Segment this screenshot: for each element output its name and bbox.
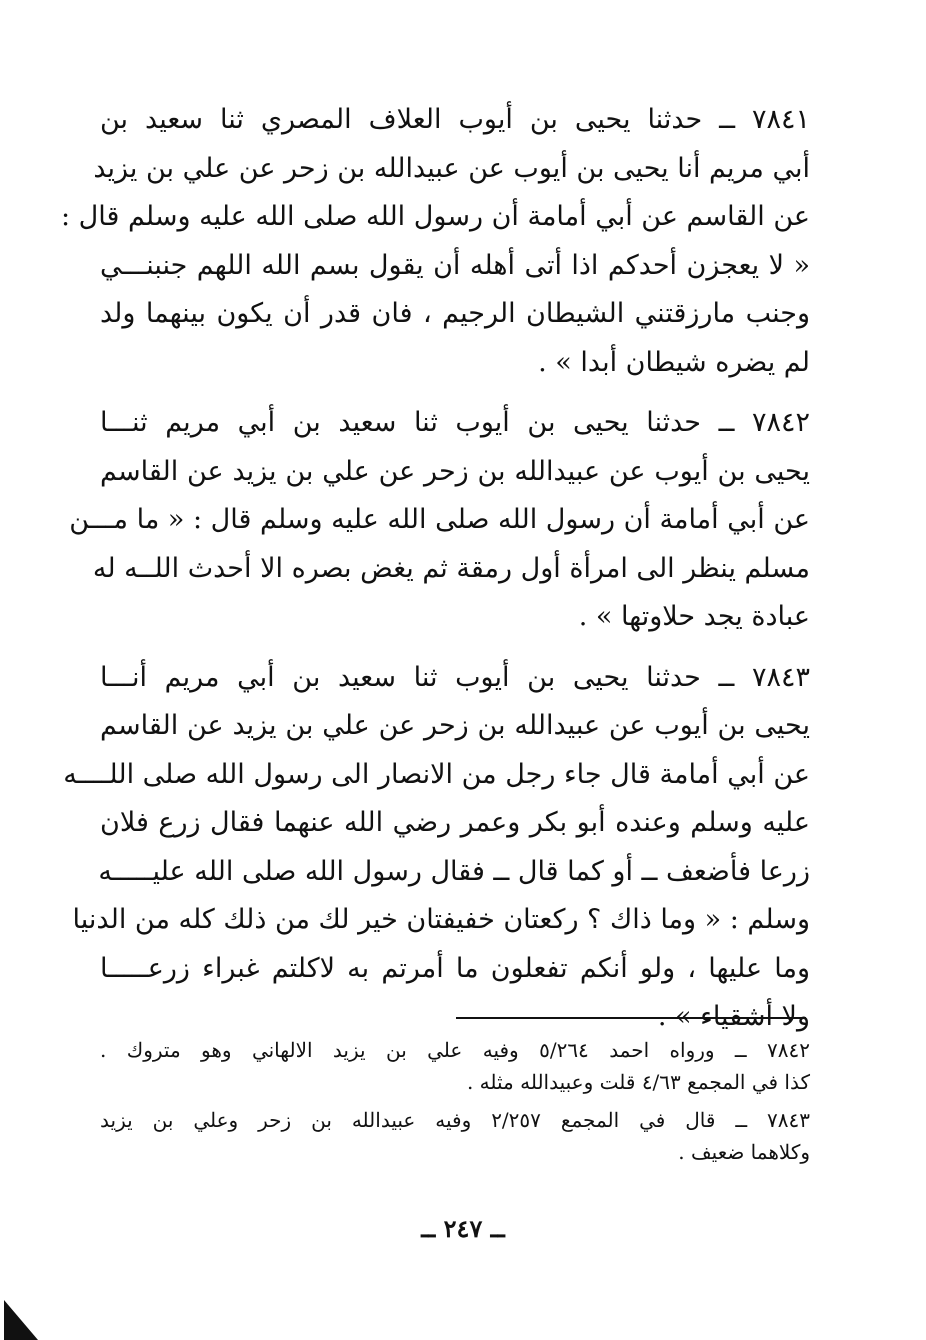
text-line: ٧٨٤٣ ــ حدثنا يحيى بن أيوب ثنا سعيد بن أبي مريم أنـــا <box>100 661 810 693</box>
text-line: عليه وسلم وعنده أبو بكر وعمر رضي الله عنهما فقال زرع فلان <box>100 807 810 838</box>
footnote-line: ٧٨٤٣ ــ قال في المجمع ٢/٢٥٧ وفيه عبيدالله بن زحر وعلي بن يزيد <box>100 1108 810 1132</box>
text-line: زرعا فأضعف ــ أو كما قال ــ فقال رسول الله صلى الله عليـــــه <box>98 855 810 887</box>
text-line: مسلم ينظر الى امرأة أول رمقة ثم يغض بصره الا أحدث اللــه له <box>92 552 810 584</box>
hadith-7843 <box>63 654 810 1042</box>
text-line: وسلم : « وما ذاك ؟ ركعتان خفيفتان خير لك من ذلك كله من الدنيا <box>72 904 810 935</box>
text-line: عن أبي أمامة قال جاء رجل من الانصار الى رسول الله صلى اللــــه <box>63 758 810 790</box>
footnote-line: ٧٨٤٢ ــ ورواه احمد ٥/٢٦٤ وفيه علي بن يزيد الالهاني وهو متروك . <box>100 1038 810 1062</box>
text-line: « لا يعجزن أحدكم اذا أتى أهله أن يقول بسم الله اللهم جنبنـــي <box>100 249 810 281</box>
footnotes <box>100 1034 810 1174</box>
footnote-7842 <box>100 1034 810 1098</box>
text-line: عن القاسم عن أبي أمامة أن رسول الله صلى الله عليه وسلم قال : <box>60 201 810 232</box>
text-line: يحيى بن أيوب عن عبيدالله بن زحر عن علي بن يزيد عن القاسم <box>100 455 810 487</box>
text-line: عن أبي أمامة أن رسول الله صلى الله عليه وسلم قال : « ما مـــن <box>69 504 810 535</box>
text-line: أبي مريم أنا يحيى بن أيوب عن عبيدالله بن زحر عن علي بن يزيد <box>93 152 810 184</box>
footnote-line: كذا في المجمع ٤/٦٣ قلت وعبيدالله مثله . <box>466 1070 810 1094</box>
text-line: وجنب مارزقتني الشيطان الرجيم ، فان قدر أن يكون بينهما ولد <box>100 298 810 329</box>
text-line: عبادة يجد حلاوتها » . <box>578 601 810 632</box>
text-line: ٧٨٤٢ ــ حدثنا يحيى بن أيوب ثنا سعيد بن أبي مريم ثنـــا <box>100 407 810 438</box>
text-line: ولا أشقياء » . <box>657 1001 810 1032</box>
page-number: ــ ٢٤٧ ــ <box>421 1214 505 1243</box>
footnote-7843 <box>100 1104 810 1168</box>
text-line: ٧٨٤١ ــ حدثنا يحيى بن أيوب العلاف المصري ثنا سعيد بن <box>100 104 810 135</box>
text-line: لم يضره شيطان أبدا » . <box>538 346 810 378</box>
text-line: يحيى بن أيوب عن عبيدالله بن زحر عن علي بن يزيد عن القاسم <box>100 710 810 741</box>
main-text <box>60 96 810 1054</box>
hadith-7841 <box>60 96 810 387</box>
footnote-divider <box>456 1017 806 1019</box>
text-line: وما عليها ، ولو أنكم تفعلون ما أمرتم به لاكلتم غبراء زرعـــــا <box>100 952 810 984</box>
corner-scan-mark <box>4 1300 38 1340</box>
hadith-7842 <box>69 399 810 642</box>
footnote-line: وكلاهما ضعيف . <box>678 1140 810 1164</box>
